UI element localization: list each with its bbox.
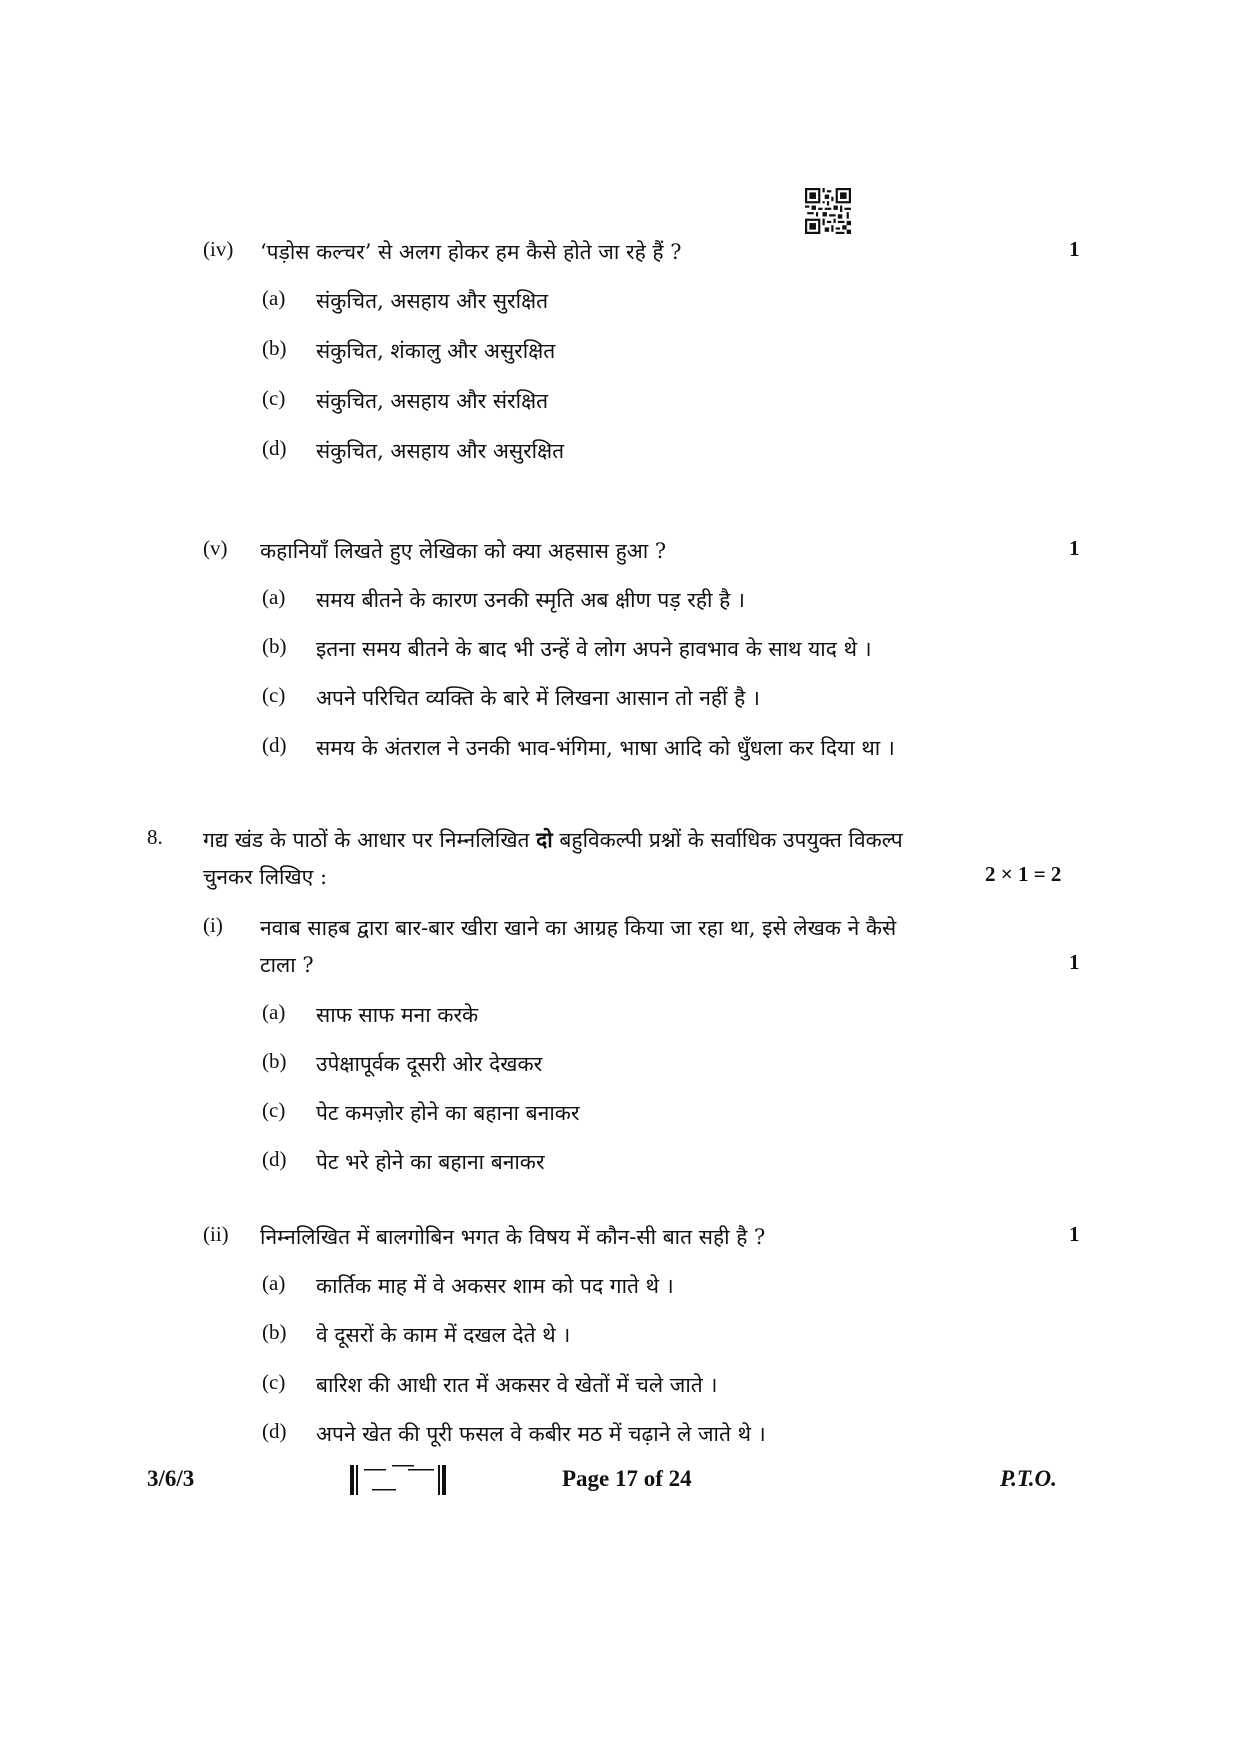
barcode-icon: [350, 1463, 446, 1497]
option-text: समय के अंतराल ने उनकी भाव-भंगिमा, भाषा आदि को धुँधला कर दिया था ।: [316, 736, 895, 760]
option-label: (d): [262, 1419, 287, 1443]
option-text: कार्तिक माह में वे अकसर शाम को पद गाते थे ।: [316, 1274, 674, 1298]
option-text: संकुचित, असहाय और सुरक्षित: [316, 289, 549, 313]
option-text: उपेक्षापूर्वक दूसरी ओर देखकर: [316, 1052, 543, 1076]
option-label: (a): [262, 585, 286, 609]
option-label: (d): [262, 1147, 287, 1171]
pto-label: P.T.O.: [1000, 1466, 1057, 1491]
question-mark-v: 1: [1069, 536, 1080, 560]
option-label: (d): [262, 436, 287, 460]
option-text: पेट कमज़ोर होने का बहाना बनाकर: [316, 1101, 580, 1125]
option-label: (c): [262, 1370, 286, 1394]
option-label: (c): [262, 683, 286, 707]
question-8-line1: गद्य खंड के पाठों के आधार पर निम्नलिखित दो बहुविकल्पी प्रश्नों के सर्वाधिक उपयुक्त विकल्प: [203, 827, 903, 852]
question-mark-i: 1: [1069, 950, 1080, 974]
option-text: साफ साफ मना करके: [316, 1003, 479, 1027]
option-label: (b): [262, 336, 287, 360]
question-number-iv: (iv): [203, 237, 234, 261]
qr-code-icon: [805, 188, 851, 234]
option-label: (a): [262, 286, 286, 310]
question-text-ii: निम्नलिखित में बालगोबिन भगत के विषय में कौन-सी बात सही है ?: [260, 1225, 766, 1249]
option-text: पेट भरे होने का बहाना बनाकर: [316, 1150, 545, 1174]
question-8-marks: 2 × 1 = 2: [985, 862, 1062, 886]
option-text: वे दूसरों के काम में दखल देते थे ।: [316, 1323, 571, 1347]
option-label: (b): [262, 1049, 287, 1073]
option-text: संकुचित, असहाय और संरक्षित: [316, 389, 549, 413]
option-text: संकुचित, शंकालु और असुरक्षित: [316, 339, 556, 363]
paper-code: 3/6/3: [147, 1466, 195, 1491]
option-text: अपने परिचित व्यक्ति के बारे में लिखना आसान तो नहीं है ।: [316, 686, 760, 710]
question-8-line2: चुनकर लिखिए :: [203, 865, 328, 889]
question-text-i-line2: टाला ?: [260, 953, 314, 977]
question-number-v: (v): [203, 536, 228, 560]
question-text-v: कहानियाँ लिखते हुए लेखिका को क्या अहसास हुआ ?: [260, 539, 667, 563]
option-text: समय बीतने के कारण उनकी स्मृति अब क्षीण पड़ रही है ।: [316, 588, 745, 612]
question-text-iv: ‘पड़ोस कल्चर’ से अलग होकर हम कैसे होते जा रहे हैं ?: [260, 240, 682, 264]
question-mark-iv: 1: [1069, 237, 1080, 261]
question-number-ii: (ii): [203, 1222, 229, 1246]
option-label: (a): [262, 1000, 286, 1024]
option-text: संकुचित, असहाय और असुरक्षित: [316, 439, 565, 463]
option-text: इतना समय बीतने के बाद भी उन्हें वे लोग अपने हावभाव के साथ याद थे ।: [316, 637, 872, 661]
question-text-i-line1: नवाब साहब द्वारा बार-बार खीरा खाने का आग्रह किया जा रहा था, इसे लेखक ने कैसे: [260, 916, 897, 940]
option-label: (c): [262, 1098, 286, 1122]
option-label: (d): [262, 733, 287, 757]
option-label: (b): [262, 1320, 287, 1344]
question-number-8: 8.: [147, 825, 163, 849]
option-label: (b): [262, 634, 287, 658]
question-number-i: (i): [203, 913, 223, 937]
page-number: Page 17 of 24: [562, 1466, 692, 1491]
option-text: अपने खेत की पूरी फसल वे कबीर मठ में चढ़ाने ले जाते थे ।: [316, 1422, 766, 1446]
question-mark-ii: 1: [1069, 1222, 1080, 1246]
option-text: बारिश की आधी रात में अकसर वे खेतों में चले जाते ।: [316, 1373, 718, 1397]
option-label: (c): [262, 386, 286, 410]
option-label: (a): [262, 1271, 286, 1295]
